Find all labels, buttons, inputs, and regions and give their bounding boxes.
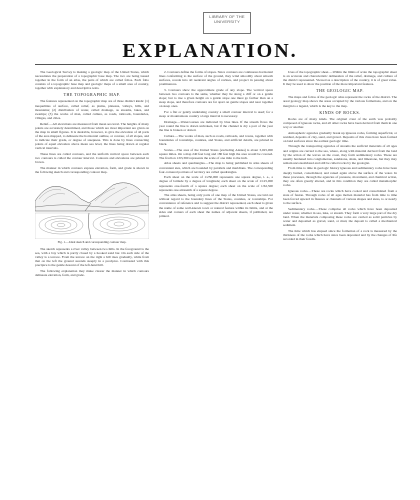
- paragraph: The maps and folios of the geologic atlas represent the rocks of the district. The areal geology map shows the areas occupied by the various formations, and on the margin is a legend, which is the key to the map.: [283, 95, 397, 108]
- paragraph: Rocks are of many kinds. The original crust of the earth was probably composed of igneous rocks, and all other rocks have been derived from them in one way or another.: [283, 116, 397, 129]
- figure-caption: Fig. 1.—Ideal sketch and corresponding contour map.: [57, 239, 127, 244]
- paragraph: Igneous rocks.—These are rocks which have cooled and consolidated from a state of fusion. Through rocks of all ages molten material has from time to time been forced upward in fissures or channels of various shapes and sizes, to or nearly to the surface.: [283, 188, 397, 205]
- paragraph: Drainage.—Watercourses are indicated by blue lines. If the stream flows the year round the line is drawn unbroken, but if the channel is dry a part of the year the line is broken or dotted.: [159, 119, 273, 132]
- paragraph: Culture.—The works of man, such as roads, railroads, and towns, together with boundaries of townships, counties, and States, and artificial details, are printed in black.: [159, 133, 273, 146]
- section-heading: THE TOPOGRAPHIC MAP.: [63, 92, 121, 98]
- paragraph: The atlas sheets, being only parts of one map of the United States, are laid out without regard to the boundary lines of the States, counties, or townships. For convenience of reference and to suggest the district represented, each sheet is given the name of some well-known town or natural feature within its limits, and at the sides and corners of each sheet the names of adjacent sheets, if published, are printed.: [159, 193, 273, 218]
- library-stamp: LIBRARY OF THE UNIVERSITY: [203, 12, 251, 34]
- landscape-sketch-figure: [35, 177, 149, 239]
- column-2: [159, 70, 273, 219]
- subsection-heading: KINDS OF ROCKS.: [319, 109, 361, 115]
- paragraph: From time to time in geologic history igneous and sedimentary rocks have been deeply buried, consolidated, and raised again above the surface of the water. In these processes, through the agencies of pressure, movement, and chemical action, they are often greatly altered, and in this condition they are called metamorphic rocks.: [283, 166, 397, 187]
- paragraph: The features represented on the topographic map are of three distinct kinds: (1) inequalities of surface, called relief, as plains, plateaus, valleys, hills, and mountains; (2) distribution of water, called drainage, as streams, lakes, and swamps; (3) the works of man, called culture, as roads, railroads, boundaries, villages, and cities.: [35, 99, 149, 120]
- paragraph: The manner in which contours express elevation, form, and grade is shown in the following sketch and corresponding contour map.: [35, 165, 149, 174]
- column-1: [35, 70, 149, 279]
- paragraph: The Geological Survey is making a geologic map of the United States, which necessitates the preparation of a topographic base map. The two are being issued together in the form of an atlas, the parts of which are called folios. Each folio consists of a topographic base map and geologic maps of a small area of country, together with explanatory and descriptive texts.: [35, 70, 149, 91]
- page-title: EXPLANATION.: [122, 40, 298, 62]
- paragraph: Relief.—All elevations are measured from mean sea level. The heights of many points are accurately determined, and those which are most important are given on the map in small figures. It is desirable, however, to give the elevation of all parts of the area mapped, to delineate the horizontal outline, or contour, of all slopes, and to indicate their grade, or degree of steepness. This is done by lines connecting points of equal elevation above mean sea level, the lines being drawn at regular vertical intervals.: [35, 121, 149, 151]
- figure-1: [35, 177, 149, 244]
- paragraph: Atmospheric agencies gradually break up igneous rocks, forming superficial, or residual, deposits of clay, sand, and gravel. Deposits of this class have been formed on land surfaces since the earliest geologic time.: [283, 130, 397, 143]
- title-rule: [35, 64, 397, 65]
- paragraph: Sedimentary rocks.—These comprise all rocks which have been deposited under water, whether in sea, lake, or stream. They form a very large part of the dry land. When the materials composing these rocks are carried as solid particles by water and deposited as gravel, sand, or mud, the deposit is called a mechanical sediment.: [283, 206, 397, 227]
- paragraph: 2. Contours define the forms of slopes. Since contours are continuous horizontal lines conforming to the surface of the ground, they wind smoothly about smooth surfaces, recede into all reentrant angles of ravines, and project in passing about prominences.: [159, 70, 273, 87]
- paragraph: Through the transporting agencies of streams the surficial materials of all ages and origins are carried to the sea, where, along with material derived from the land by the action of the waves on the coast, they form sedimentary rocks. These are usually hardened into conglomerate, sandstone, shale, and limestone, but they may remain unconsolidated and still be called rocks by the geologist.: [283, 144, 397, 165]
- paragraph: Scales.—The area of the United States (excluding Alaska) is about 3,025,000 square miles. On a map 240 feet long and 180 feet high the area would be covered. The fraction 1/63,360 represents the scale of one mile to the inch.: [159, 147, 273, 160]
- paragraph: The sketch represents a river valley between two hills. In the foreground is the sea, with a bay which is partly closed by a hooked sand bar. On each side of the valley is a terrace. From the terrace on the right a hill rises gradually, while from that on the left the ground ascends steeply in a precipice. Contrasted with this precipice is the gentle descent of the left-hand hill.: [35, 246, 149, 268]
- paragraph: These lines are called contours, and the uniform vertical space between each two contours is called the contour interval. Contours and elevations are printed in brown.: [35, 151, 149, 164]
- paragraph: Uses of the topographic sheet.—Within the limits of scale the topographic sheet is an accurate and characteristic delineation of the relief, drainage, and culture of the district represented. Viewed as a description of the country, it is of great value. It may be used to show the position of the more important features.: [283, 70, 397, 87]
- section-heading: THE GEOLOGIC MAP.: [316, 88, 364, 94]
- paragraph: The time which has elapsed since the formation of a rock is measured by the thickness of the rocks which have since been deposited and by the changes of life recorded in their fossils.: [283, 228, 397, 241]
- paragraph: Each sheet on the scale of 1/250,000 represents one square degree, i. e., a degree of latitude by a degree of longitude; each sheet on the scale of 1/125,000 represents one-fourth of a square degree; each sheet on the scale of 1/62,500 represents one-sixteenth of a square degree.: [159, 175, 273, 192]
- paragraph: For a flat or gently undulating country a small contour interval is used; for a steep or mountainous country a large interval is necessary.: [159, 110, 273, 119]
- paragraph: 3. Contours show the approximate grade of any slope. The vertical space between two contours is the same, whether they lie along a cliff or on a gentle slope; but to rise a given height on a gentle slope one must go farther than on a steep slope, and therefore contours are far apart on gentle slopes and near together on steep ones.: [159, 87, 273, 109]
- paragraph: The following explanation may make clearer the manner in which contours delineate elevation, form, and grade.: [35, 268, 149, 277]
- paragraph: Atlas sheets and quadrangles.—The map is being published in atlas sheets of convenient size, which are bounded by parallels and meridians. The corresponding four-cornered portions of territory are called quadrangles.: [159, 161, 273, 174]
- column-3: [283, 70, 397, 242]
